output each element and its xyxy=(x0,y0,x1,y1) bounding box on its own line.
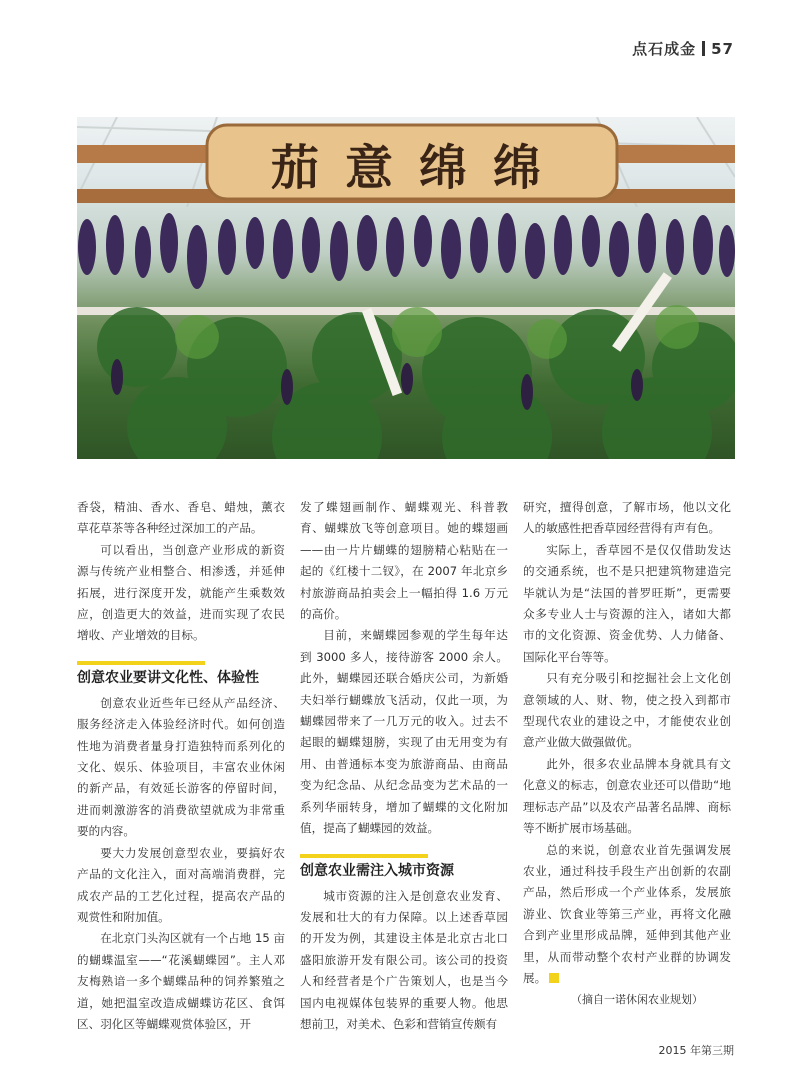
section-title: 点石成金 xyxy=(632,40,697,58)
end-mark-icon xyxy=(549,973,559,983)
paragraph: 香袋，精油、香水、香皂、蜡烛，薰衣草花草茶等各种经过深加工的产品。 xyxy=(77,500,285,536)
text-column-1 xyxy=(77,497,285,1035)
paragraph: 目前，来蝴蝶园参观的学生每年达到 3000 多人，接待游客 2000 余人。此外，蝴蝶园还联合婚庆公司，为新婚夫妇举行蝴蝶放飞活动，仅此一项，为蝴蝶园带来了一几万元的收入。过去不起眼的蝴蝶翅膀，实现了由无用变为有用、由普通标本变为旅游商品、由商品变为纪念品、从纪念品变为艺术品的一系列华丽转身，增加了蝴蝶的文化附加值，提高了蝴蝶园的效益。 xyxy=(300,628,508,836)
page-number: 57 xyxy=(711,40,734,58)
paragraph: 创意农业近些年已经从产品经济、服务经济走入体验经济时代。如何创造性地为消费者量身打造独特而系列化的文化、娱乐、体验项目，丰富农业休闲的新产品，有效延长游客的停留时间，进而刺激游客的消费欲望就成为非常重要的内容。 xyxy=(77,695,285,839)
paragraph: 在北京门头沟区就有一个占地 15 亩的蝴蝶温室——“花溪蝴蝶园”。主人邓友梅熟谙一多个蝴蝶品种的饲养繁殖之道，她把温室改造成蝴蝶访花区、食饵区、羽化区等蝴蝶观赏体验区，开 xyxy=(77,931,285,1031)
eggplant-greenhouse-photo xyxy=(77,117,735,459)
paragraph: 此外，很多农业品牌本身就具有文化意义的标志，创意农业还可以借助“地理标志产品”以及农产品著名品牌、商标等不断扩展市场基础。 xyxy=(523,756,731,836)
page-header xyxy=(632,38,734,59)
sign-board-text: 茄意绵绵 xyxy=(270,140,567,196)
paragraph: 只有充分吸引和挖掘社会上文化创意领域的人、财、物，使之投入到都市型现代农业的建设之中，才能使农业创意产业做大做强做优。 xyxy=(523,671,731,750)
paragraph: 实际上，香草园不是仅仅借助发达的交通系统，也不是只把建筑物建造完毕就认为是“法国的普罗旺斯”，更需要众多专业人士与资源的注入，诸如大都市的文化资源、资金优势、人力储备、国际化平台等等。 xyxy=(523,542,731,664)
paragraph: 研究，擅得创意，了解市场，他以文化人的敏感性把香草园经营得有声有色。 xyxy=(523,500,731,536)
paragraph: 城市资源的注入是创意农业发育、发展和壮大的有力保障。以上述香草园的开发为例，其建设主体是北京古北口盛阳旅游开发有限公司。该公司的投资人和经营者是个广告策划人，也是当今国内电视媒体包装界的重要人物。他思想前卫，对美术、色彩和营销宣传颇有 xyxy=(300,888,508,1031)
issue-footer: 2015 年第三期 xyxy=(658,1044,734,1057)
section-heading: 创意农业需注入城市资源 xyxy=(300,854,508,880)
source-attribution: （摘自一诺休闲农业规划） xyxy=(571,993,703,1007)
paragraph-final xyxy=(523,840,731,990)
paragraph-text: 总的来说，创意农业首先强调发展农业，通过科技手段生产出创新的农副产品，然后形成一个产业体系，发展旅游业、饮食业等第三产业，再将文化融合到产业里形成品牌，延伸到其他产业里，从而带动整个农村产业群的协调发展。 xyxy=(523,842,731,985)
text-column-2 xyxy=(300,497,508,1035)
text-column-3 xyxy=(523,497,731,1011)
section-heading: 创意农业要讲文化性、体验性 xyxy=(77,661,285,687)
paragraph: 发了蝶翅画制作、蝴蝶观光、科普教育、蝴蝶放飞等创意项目。她的蝶翅画——由一片片蝴蝶的翅膀精心粘贴在一起的《红楼十二钗》，在 2007 年北京乡村旅游商品拍卖会上一幅拍得 1.6 万元的高价。 xyxy=(300,500,508,622)
paragraph: 要大力发展创意型农业，要搞好农产品的文化注入，面对高端消费群，完成农产品的工艺化过程，提高农产品的观赏性和附加值。 xyxy=(77,845,285,924)
paragraph: 可以看出，当创意产业形成的新资源与传统产业相整合、相渗透，并延伸拓展，进行深度开发，就能产生乘数效应，创造更大的效益，进而实现了农民增收、产业增效的目标。 xyxy=(77,542,285,643)
header-divider xyxy=(702,41,705,56)
